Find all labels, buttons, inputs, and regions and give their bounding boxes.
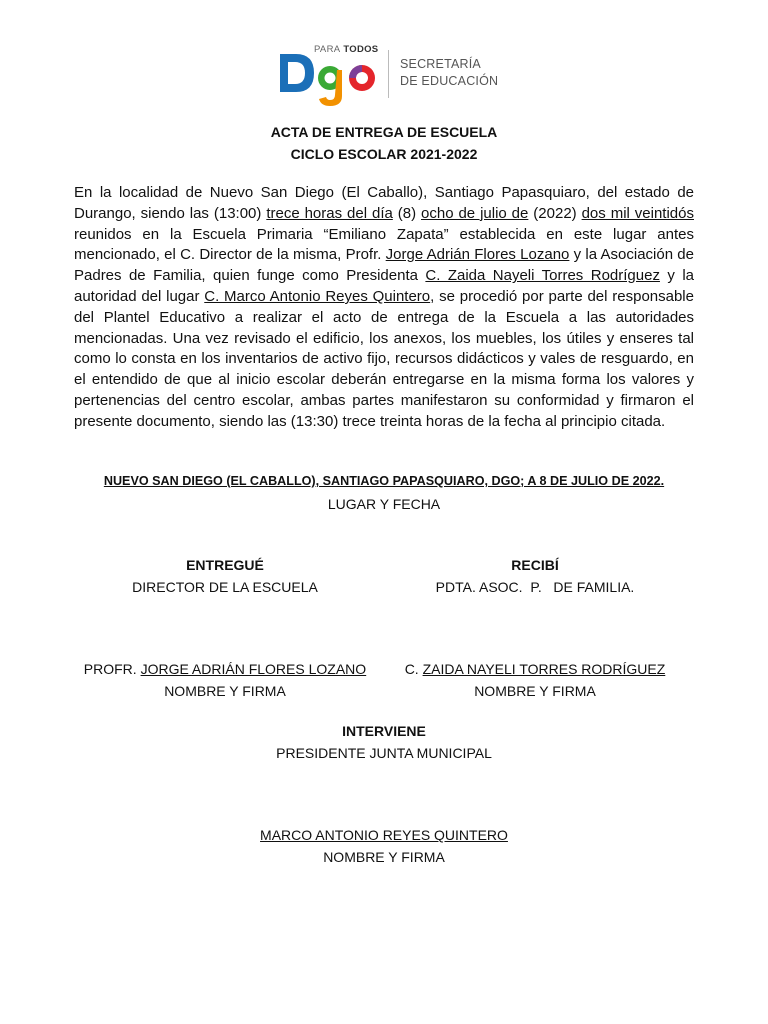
deliverer-heading: ENTREGUÉ	[186, 557, 264, 573]
receiver-heading: RECIBÍ	[511, 557, 559, 573]
intervener-name: MARCO ANTONIO REYES QUINTERO	[260, 827, 508, 843]
receiver-signature	[370, 658, 700, 702]
deliverer-caption: NOMBRE Y FIRMA	[164, 683, 286, 699]
deliverer-name: JORGE ADRIÁN FLORES LOZANO	[140, 661, 367, 677]
underlined-president-name: C. Zaida Nayeli Torres Rodríguez	[425, 267, 660, 285]
signature-block-deliverer	[60, 554, 390, 598]
logo-line-1: SECRETARÍA	[400, 57, 481, 71]
deliverer-signature	[60, 658, 390, 702]
deliverer-name-line: PROFR. JORGE ADRIÁN FLORES LOZANO	[83, 661, 367, 677]
place-and-date-caption: LUGAR Y FECHA	[327, 496, 441, 512]
underlined-date: ocho de julio de	[421, 204, 529, 222]
signature-block-receiver	[370, 554, 700, 598]
underlined-year: dos mil veintidós	[581, 204, 694, 222]
intervener-signature	[0, 824, 768, 868]
document-title: ACTA DE ENTREGA DE ESCUELA	[270, 124, 498, 140]
intervener-caption: NOMBRE Y FIRMA	[323, 849, 445, 865]
receiver-name: ZAIDA NAYELI TORRES RODRÍGUEZ	[422, 661, 666, 677]
body-paragraph: En la localidad de Nuevo San Diego (El Caballo), Santiago Papasquiaro, del estado de Durango, siendo las (13:00) trece horas del día (8) ocho de julio de (2022) dos mil veintidós reunidos en la Escuela Primaria “Emiliano Zapata” establecida en este lugar antes mencionado, el C. Director de la misma, Profr. Jorge Adrián Flores Lozano y la Asociación de Padres de Familia, quien funge como Presidenta C. Zaida Nayeli Torres Rodríguez y la autoridad del lugar C. Marco Antonio Reyes Quintero, se procedió por parte del responsable del Plantel Educativo a realizar el acto de entrega de la Escuela a las autoridades mencionadas. Una vez revisado el edificio, los anexos, los muebles, los útiles y enseres tal como lo consta en los inventarios de activo fijo, recursos didácticos y vales de resguardo, en el entendido de que al inicio escolar deberán entregarse en la misma forma los valores y pertenencias del centro escolar, ambas partes manifestaron su conformidad y firmaron el presente documento, siendo las (13:30) trece treinta horas de la fecha al principio citada.	[74, 184, 694, 430]
logo-divider	[388, 50, 389, 98]
deliverer-role: DIRECTOR DE LA ESCUELA	[132, 579, 318, 595]
place-and-date: NUEVO SAN DIEGO (EL CABALLO), SANTIAGO PAPASQUIARO, DGO; A 8 DE JULIO DE 2022.	[103, 474, 665, 488]
receiver-name-line: C. ZAIDA NAYELI TORRES RODRÍGUEZ	[404, 661, 666, 677]
logo-line-2: DE EDUCACIÓN	[400, 74, 499, 88]
signature-block-intervener	[0, 720, 768, 764]
secretaria-educacion-logo	[274, 40, 504, 110]
logo-label	[400, 56, 498, 90]
underlined-director-name: Jorge Adrián Flores Lozano	[385, 246, 570, 264]
receiver-role: PDTA. ASOC. P. DE FAMILIA.	[435, 579, 635, 595]
intervener-role: PRESIDENTE JUNTA MUNICIPAL	[276, 745, 492, 761]
logo-tagline: PARA TODOS	[314, 44, 379, 55]
underlined-authority-name: C. Marco Antonio Reyes Quintero	[204, 287, 431, 305]
document-subtitle: CICLO ESCOLAR 2021-2022	[290, 146, 478, 162]
intervener-heading: INTERVIENE	[342, 723, 426, 739]
receiver-caption: NOMBRE Y FIRMA	[474, 683, 596, 699]
underlined-time: trece horas del día	[266, 204, 393, 222]
